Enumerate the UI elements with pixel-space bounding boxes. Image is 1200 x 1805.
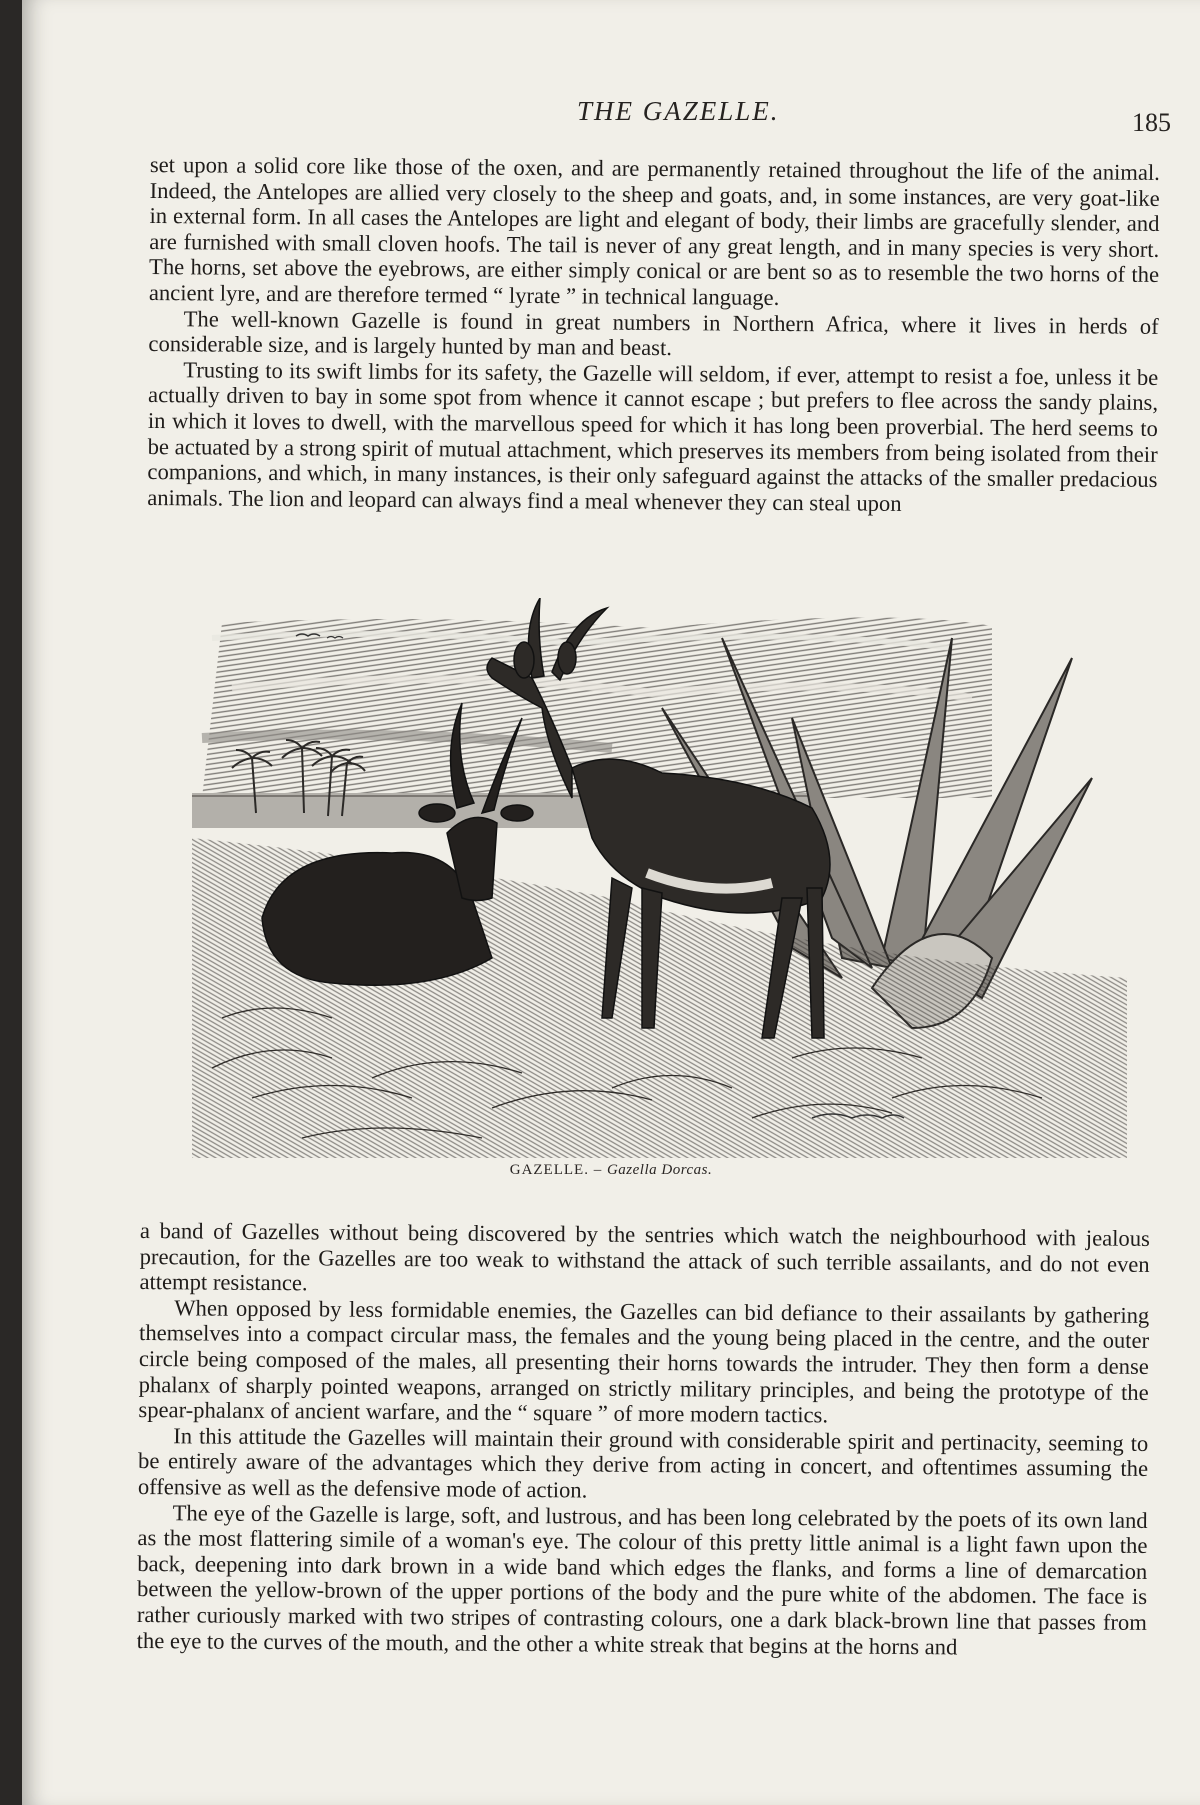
paragraph: The eye of the Gazelle is large, soft, and lustrous, and has been long celebrated by the poets of its own land as the most flattering simile of a woman's eye. The colour of this pretty little animal is a light fawn upon the back, deepening into dark brown in a wide band which edges the flanks, and forms a line of demarcation between the yellow-brown of the upper portions of the body and the pure white of the abdomen. The face is rather curiously marked with two stripes of contrasting colours, one a dark black-brown line that passes from the eye to the curves of the mouth, and the other a white streak that begins at the horns and bbox=[136, 1499, 1148, 1659]
page-number: 185 bbox=[1132, 108, 1171, 137]
paragraph: a band of Gazelles without being discovered by the sentries which watch the neighbourhood with jealous precaution, for the Gazelles are too weak to withstand the attack of such terrible assailants, and do not even attempt resistance. bbox=[139, 1218, 1150, 1296]
paragraph: Trusting to its swift limbs for its safety, the Gazelle will seldom, if ever, attempt to resist a foe, unless it be actually driven to bay in some spot from whence it cannot escape ; but prefers to flee across the sandy plains, in which it loves to dwell, with the marvellous speed for which it has long been proverbial. The herd seems to be actuated by a strong spirit of mutual attachment, which preserves its members from being isolated from their companions, and which, in many instances, is their only safeguard against the attacks of the smaller predacious animals. The lion and leopard can always find a meal whenever they can steal upon bbox=[147, 357, 1159, 516]
paragraph: In this attitude the Gazelles will maintain their ground with considerable spirit and pertinacity, seeming to be entirely aware of the advantages which they derive from acting in concert, and oftentimes assuming the offensive as well as the defensive mode of action. bbox=[137, 1423, 1149, 1503]
running-head: THE GAZELLE. bbox=[577, 96, 780, 126]
book-page bbox=[22, 0, 1200, 1805]
gazelle-engraving bbox=[192, 598, 1127, 1158]
caption-dash: – bbox=[588, 1162, 607, 1178]
caption-scientific-name: Gazella Dorcas. bbox=[606, 1162, 713, 1178]
caption-common-name: GAZELLE. bbox=[509, 1162, 589, 1178]
paragraph: set upon a solid core like those of the oxen, and are permanently retained throughout the life of the animal. Indeed, the Antelopes are allied very closely to the sheep and goats, and, in some instances, are very goat-like in external form. In all cases the Antelopes are light and elegant of body, their limbs are gracefully slender, and are furnished with small cloven hoofs. The tail is never of any great length, and in many species is very short. The horns, set above the eyebrows, are either simply conical or are bent so as to resemble the two horns of the ancient lyre, and are therefore termed “ lyrate ” in technical language. bbox=[148, 152, 1160, 310]
text-block-bottom bbox=[137, 1218, 1150, 1661]
figure-caption bbox=[22, 1162, 1200, 1179]
text-block-top bbox=[147, 152, 1160, 518]
paragraph: When opposed by less formidable enemies, the Gazelles can bid defiance to their assailants by gathering themselves into a compact circular mass, the females and the young being placed in the centre, and the outer circle being composed of the males, all presenting their horns towards the intruder. They then form a dense phalanx of sharply pointed weapons, arranged on strictly military principles, and being the prototype of the spear-phalanx of ancient warfare, and the “ square ” of more modern tactics. bbox=[138, 1295, 1150, 1428]
paragraph: The well-known Gazelle is found in great numbers in Northern Africa, where it lives in herds of considerable size, and is largely hunted by man and beast. bbox=[148, 305, 1159, 361]
gazelle-engraving-art bbox=[192, 598, 1127, 1158]
